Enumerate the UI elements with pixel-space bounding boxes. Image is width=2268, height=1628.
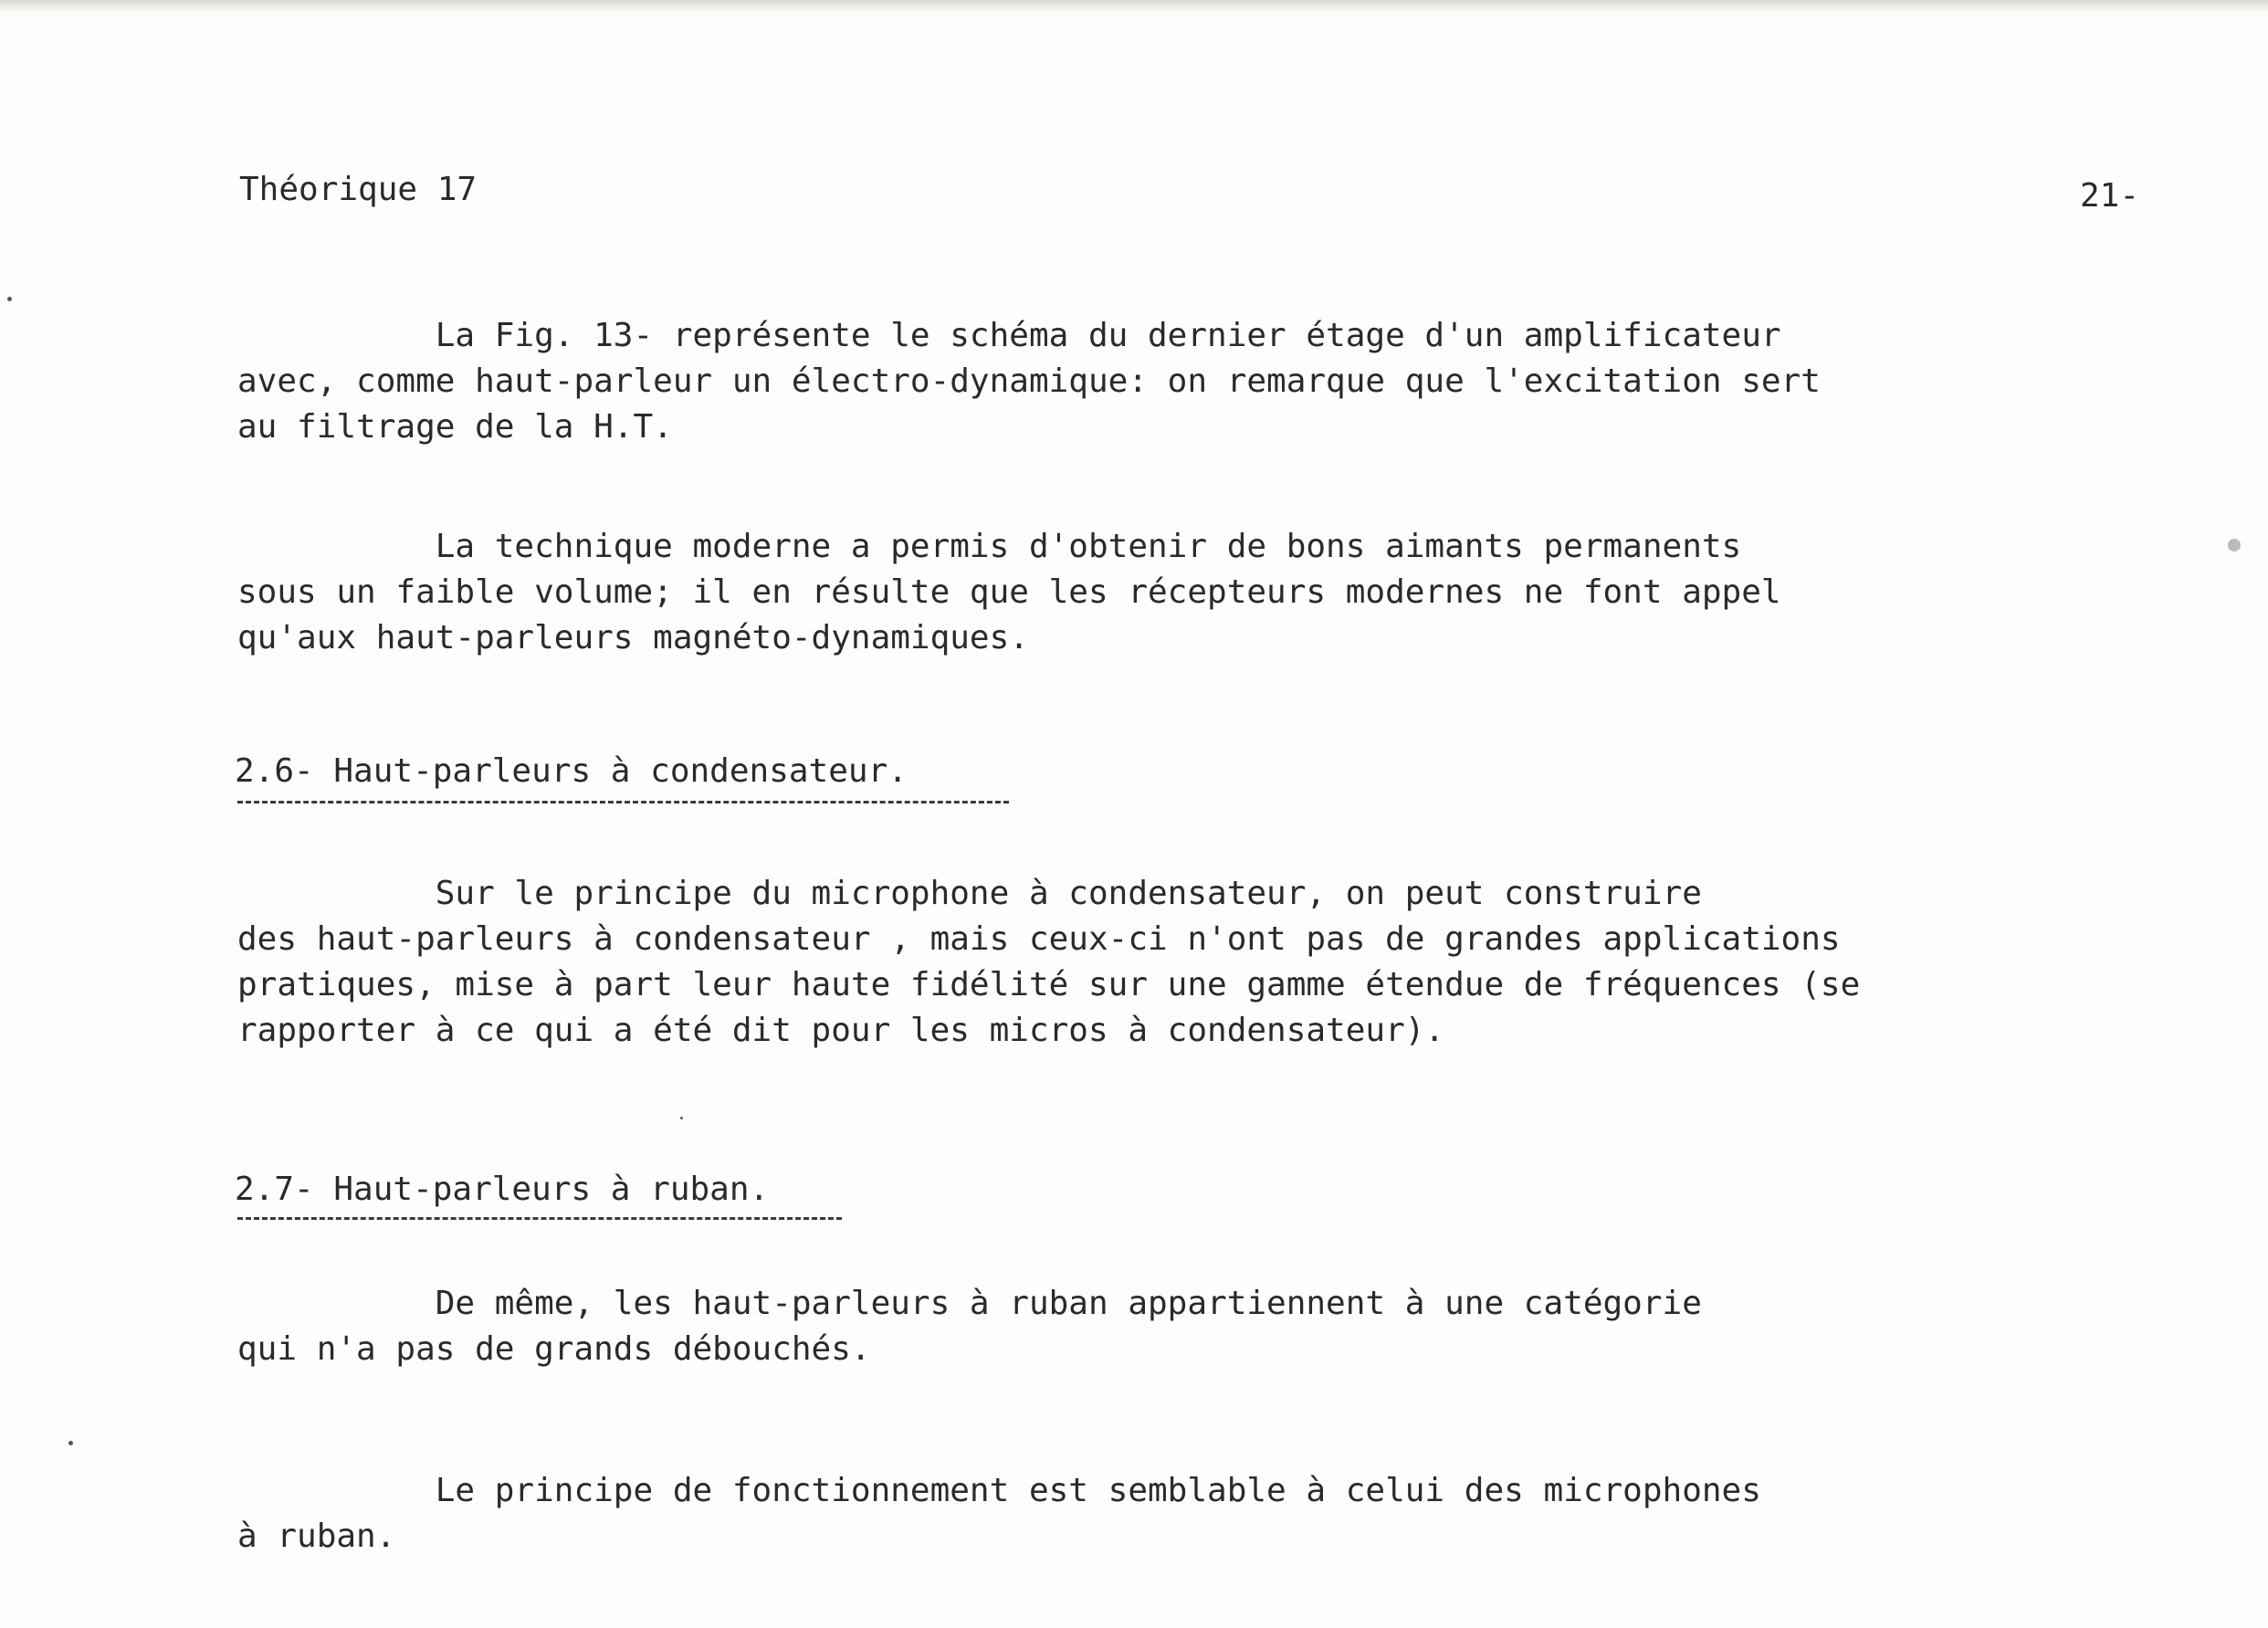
paragraph-condensateur — [237, 871, 1860, 1054]
text-line: La technique moderne a permis d'obtenir de bons aimants permanents — [237, 528, 1742, 565]
text-line: qu'aux haut-parleurs magnéto-dynamiques. — [237, 619, 1029, 656]
text-line: au filtrage de la H.T. — [237, 408, 673, 446]
text-line: qui n'a pas de grands débouchés. — [237, 1330, 871, 1368]
heading-underline-2-6 — [237, 801, 1009, 803]
text-line: sous un faible volume; il en résulte que les récepteurs modernes ne font appel — [237, 573, 1781, 611]
text-line: rapporter à ce qui a été dit pour les micros à condensateur). — [237, 1012, 1445, 1049]
text-line: Sur le principe du microphone à condensateur, on peut construire — [237, 875, 1702, 912]
text-line: avec, comme haut-parleur un électro-dynamique: on remarque que l'excitation sert — [237, 362, 1821, 400]
section-heading-2-7: 2.7- Haut-parleurs à ruban. — [235, 1171, 770, 1208]
paragraph-ruban-categorie — [237, 1281, 1702, 1372]
paragraph-aimants — [237, 524, 1781, 661]
text-line: De même, les haut-parleurs à ruban appartiennent à une catégorie — [237, 1285, 1702, 1322]
scan-top-edge — [0, 0, 2268, 13]
section-heading-2-6: 2.6- Haut-parleurs à condensateur. — [235, 752, 908, 790]
page-number: 21- — [2080, 177, 2140, 215]
text-line: Le principe de fonctionnement est semblable à celui des microphones — [237, 1472, 1761, 1509]
scan-speck — [68, 1441, 73, 1445]
scan-speck — [7, 297, 12, 301]
text-line: à ruban. — [237, 1518, 396, 1555]
text-line: pratiques, mise à part leur haute fidélité sur une gamme étendue de fréquences (se — [237, 966, 1861, 1003]
text-line: La Fig. 13- représente le schéma du dernier étage d'un amplificateur — [237, 317, 1781, 354]
scan-speck — [2228, 539, 2241, 551]
paragraph-ruban-principe — [237, 1468, 1761, 1560]
page-header-left: Théorique 17 — [239, 171, 478, 208]
scan-speck — [680, 1117, 683, 1119]
text-line: des haut-parleurs à condensateur , mais ceux-ci n'ont pas de grandes applications — [237, 920, 1841, 958]
heading-underline-2-7 — [237, 1217, 842, 1220]
paragraph-fig13 — [237, 313, 1821, 450]
